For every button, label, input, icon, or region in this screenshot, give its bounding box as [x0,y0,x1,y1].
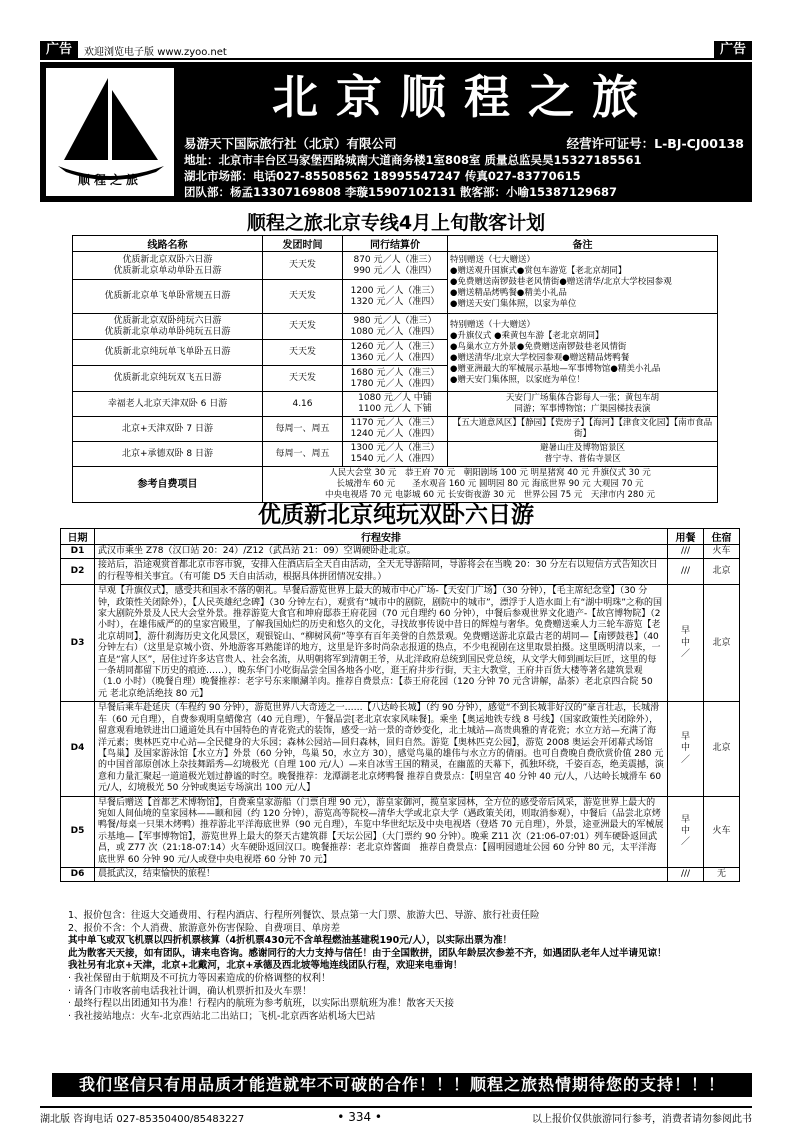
ad-tag-left: 广告 [40,41,78,59]
note-line: 其中单飞或双飞机票以四折机票核算（4折机票430元不含单程燃油基建税190元/人），以实际出票为准！ [68,935,512,947]
price: 1260 元／人（准三） 1360 元／人（准四） [343,340,448,366]
ad-tag-right: 广告 [714,41,752,59]
col-header: 住宿 [704,529,740,545]
depart-time: 天天发 [263,366,343,392]
self-pay-items: 人民大会堂 30 元 恭王府 70 元 朝阳剧场 100 元 明星猪窝 40 元 升旗仪式 30 元 长城滑车 60 元 圣水观音 160 元 圆明园 80 元 海底世界 90 元 大观园 70 元 中央电视塔 70 元 电影城 60 元 长安街夜游 30 元 世界公园 75 元 天津市内 280 元 [263,467,718,503]
day-label: D3 [61,585,95,702]
col-header: 线路名称 [73,236,263,252]
route-name: 北京+承德双卧 8 日游 [73,442,263,467]
meal: /// [668,559,704,585]
day-text: 早餐后赠送【首都艺术博物馆】，自费乘皇家游船（门票自理 90 元），游皇家御河，揽皇家园林，全方位的感受帝后风采，游览世界上最大的宛如人间仙境的皇家园林——颐和园（约 120 分钟），游览高等院校—清华大学或北京大学（遇政策关闭，则取消参观），中餐后（品尝北京烤鸭餐/每桌一只果木烤鸭）推荐游北平洋海底世界（90 元自理），车览中华世纪坛及中央电视塔（登塔 70 元自理），外景，途亚洲最大的军械展示基地—【军事博物馆】，游览世界上最大的祭天古建筑群【天坛公园】（大门票约 90 分钟）。晚乘 Z11 次（21:06-07:01）列车硬卧返回武昌，或 Z77 次（21:18-07:14）火车硬卧返回汉口。晚餐推荐：老北京炸酱面 推荐自费景点：【圆明园遗址公园 60 分钟 80 元，太平洋海底世界 60 分钟 90 元/人或登中央电视塔 60 分钟 70 元】 [95,796,668,867]
route-name: 北京+天津双卧 7 日游 [73,417,263,442]
col-header: 同行结算价 [343,236,448,252]
header-banner [40,62,752,202]
route-name: 优质新北京单飞单卧常规五日游 [73,280,263,314]
route-name: 优质新北京纯玩单飞单卧五日游 [73,340,263,366]
note-line: 2、报价不含：个人消费、旅游意外伤害保险、自费项目、单房差 [68,922,341,934]
bonus-note: 特别赠送（十大赠送） ●升旗仪式 ●乘黄包车游【老北京胡同】 ●鸟巢水立方外景●免费赠送南锣鼓巷老风情街 ●赠送清华/北京大学校园参观●赠送精品烤鸭餐 ●赠亚洲最大的军械展示基地—军事博物馆●精美小礼品 ●赠天安门集体照，以家庭为单位！ [448,314,718,392]
col-header: 日期 [61,529,95,545]
route-name: 优质新北京双卧纯玩六日游 优质新北京单动单卧纯玩五日游 [73,314,263,340]
price: 870 元／人（准三） 990 元／人（准四） [343,252,448,280]
market-contact: 湖北市场部：电话027-85508562 18995547247 传真027-83770615 [184,169,581,183]
price: 1680 元／人（准三） 1780 元／人（准四） [343,366,448,392]
plan-title: 顺程之旅北京专线4月上旬散客计划 [246,212,546,234]
bonus-note: 特别赠送（七大赠送） ●赠送观升国旗式●赏包车游览【老北京胡同】 ●免费赠送南锣鼓巷老风情街●赠送清华/北京大学校园参观 ●赠送精品烤鸭餐●精美小礼品 ●赠送天安门集体照，以家为单位 [448,252,718,314]
site-url[interactable]: 欢迎浏览电子版 www.zyoo.net [84,46,227,58]
day-label: D1 [61,545,95,559]
slogan-banner: 我们坚信只有用品质才能造就牢不可破的合作！！！顺程之旅热情期待您的支持！！！ [52,1073,752,1097]
bonus-note: 【五大道意风区】【静园】【瓷房子】【海河】【津食文化园】【南市食品街】 [448,417,718,442]
logo-text: 顺程之旅 [77,173,142,187]
footer-disclaimer: 以上报价仅供旅游同行参考，消费者请勿参阅此书 [532,1113,752,1125]
note-line: 1、报价包含：往返大交通费用、行程内酒店、行程所列餐饮、景点第一大门票、旅游大巴、导游、旅行社责任险 [68,910,540,921]
col-header: 发团时间 [263,236,343,252]
depart-time: 4.16 [263,392,343,417]
day-text: 晨抵武汉，结束愉快的旅程！ [95,867,668,881]
stay: 北京 [704,559,740,585]
bonus-note: 天安门广场集体合影每人一张；黄包车胡 同游；军事博物馆；广渠园梯技表演 [448,392,718,417]
depart-time: 每周一、周五 [263,417,343,442]
price: 1080 元／人 中铺 1100 元／人 下铺 [343,392,448,417]
footer-contact: 湖北版 咨询电话 027-85350400/85483227 [40,1113,245,1125]
meal: 早 中 ／ [668,585,704,702]
day-label: D2 [61,559,95,585]
price: 1300 元／人（准三） 1540 元／人（准四） [343,442,448,467]
depart-time: 天天发 [263,314,343,340]
page-number: • 334 • [337,1110,382,1124]
bonus-note: 避暑山庄及博物馆景区 普宁寺、普佑寺景区 [448,442,718,467]
price: 1200 元／人（准三） 1320 元／人（准四） [343,280,448,314]
col-header: 用餐 [668,529,704,545]
meal: 早 中 ／ [668,796,704,867]
stay: 火车 [704,545,740,559]
day-text: 早观【升旗仪式】，感受共和国永不落的朝礼。早餐后游览世界上最大的城市中心广场-【天安门广场】（30 分钟），【毛主席纪念堂】（30 分钟，政策性关闭除外），【人民英雄纪念碑】（30 分钟左右），观赏有“城市中的剧院，剧院中的城市”，漂浮于人造水面上有“湖中明珠”之称的国家大剧院外景及人民大会堂外景。推荐游览大食官和坤府邸恭王府花园（70 元自理约 60 分钟），中餐后参观世界文化遗产-【故宫博物院】（2 小时），在雄伟威严的的皇家宫殿里，了解我国灿烂的历史和悠久的文化，寻找故事传说中昔日的辉煌与奢华。免费赠送乘人力三轮车游览【老北京胡同】，游什刹海历史文化风景区，观银锭山、“柳树风荷”等享有百年美誉的自然景观。免费赠送游北京最古老的胡同—【南锣鼓巷】（40 分钟左右）（这里是京城小资、外地游客耳熟能详的地方，这里是许多时尚杂志报道的热点，不少电视剧在这里取景拍摄。这里既明清以来，一直是“富人区”，居住过许多达官贵人、社会名流，从明朝将军到清朝王爷，从北洋政府总统到国民党总统，从文学大师到画坛巨匠，这里的每一条胡同都留下历史的痕迹……），晚东华门小吃街品尝全国各地各小吃，逛王府井步行街，天主大教堂，王府井百货大楼等著名建筑景观（1.0 小时）（晚餐自理）晚餐推荐：老字号东来顺涮羊肉。推荐自费景点：【恭王府花园（120 分钟 70 元含讲解，晶茶）老北京四合院 50 元 老北京绝活绝技 80 元】 [95,585,668,702]
day-label: D4 [61,702,95,796]
stay: 北京 [704,585,740,702]
self-pay-label: 参考自费项目 [73,467,263,503]
meal: /// [668,867,704,881]
note-line: · 请各门市收客前电话我社计调，确认机票折扣及火车票！ [68,985,312,997]
note-line: 此为散客天天接，如有团队，请来电咨询。感谢同行的大力支持与信任！由于全国散拼，团队年龄层次参差不齐，如遇团队老年人过半请见谅！ [68,947,667,959]
company-name: 易游天下国际旅行社（北京）有限公司 [184,136,397,151]
depart-time: 天天发 [263,280,343,314]
day-label: D5 [61,796,95,867]
brand-title: 北京顺程之旅 [272,70,656,124]
notes [68,910,740,1023]
plan-table [72,235,718,503]
price: 1170 元／人（准三） 1240 元／人（准四） [343,417,448,442]
team-contact: 团队部：杨孟13307169808 李璇15907102131 散客部：小喻15387129687 [184,185,618,199]
stay: 北京 [704,702,740,796]
note-line: · 我社接站地点：火车-北京西站北二出站口；飞机-北京西客站机场大巴站 [68,1010,376,1022]
route-name: 幸福老人北京天津双卧 6 日游 [73,392,263,417]
stay: 火车 [704,796,740,867]
address: 地址：北京市丰台区马家堡西路城南大道商务楼1室808室 质量总监吴昊15327185561 [184,153,642,167]
meal: /// [668,545,704,559]
day-text: 早餐后乘车赴延庆（车程约 90 分钟），游览世界八大奇迹之一……【八达岭长城】（约 90 分钟），感觉“不到长城非好汉的”豪言壮志，长城滑车（60 元自理），自费参观明皇蜡像宫（40 元自理），午餐品尝[老北京农家风味餐]。乘坐【奥运地铁专线 8 号线】（国家政策性关闭除外），留意观看地铁进出口通道处具有中国特色的青花瓷式的装饰，感受一站一景的奇妙变化，北土城站—高贵典雅的青花瓷；水立方站—充满了海洋元素；奥林匹克中心站—全民健身的大乐园；森林公园站—回归森林，回归自然。游览【奥林匹克公园】，游览 2008 奥运会开闭幕式场馆【鸟巢】及国家游泳馆【水立方】外景（60 分钟，鸟巢 50，水立方 30），感觉鸟巢的雄伟与水立方的倩丽。也可自费晚自费欣赏价值 280 元的中国首部原创冰上杂技舞蹈秀—幻境极光（自理 100 元/人）—来自冰雪王国的精灵，在幽蓝的天幕下，孤独环绕，千姿百态，绝美震撼，演意和力量汇聚起一道道极光划过静谧的时空。晚餐推荐：龙潭湖老北京烤鸭餐 推荐自费景点：【明皇宫 40 分钟 40 元/人，八达岭长城滑车 60 元/人，幻境极光 50 分钟或奥运专场演出 100 元/人】 [95,702,668,796]
col-header: 备注 [448,236,718,252]
note-line: · 最终行程以出团通知书为准！行程内的航班为参考航班，以实际出票航班为准！散客天天接 [68,998,455,1010]
itinerary-table [60,528,740,882]
day-label: D6 [61,867,95,881]
depart-time: 每周一、周五 [263,442,343,467]
note-line: · 我社保留由于航期及不可抗力等因素造成的价格调整的权利！ [68,972,331,984]
route-name: 优质新北京双卧六日游 优质新北京单动单卧五日游 [73,252,263,280]
day-text: 武汉市乘坐 Z78（汉口站 20：24）/Z12（武昌站 21：09）空调硬卧赴北京。 [95,545,668,559]
route-name: 优质新北京纯玩双飞五日游 [73,366,263,392]
license-number: 经营许可证号：L-BJ-CJ00138 [566,136,744,151]
note-line: 我社另有北京+天津，北京+北戴河，北京+承德及西北坡等地连线团队行程，欢迎来电垂询！ [68,960,463,972]
top-bar [40,42,752,60]
itinerary-title: 优质新北京纯玩双卧六日游 [258,502,534,528]
price: 980 元／人（准三） 1080 元／人（准四） [343,314,448,340]
depart-time: 天天发 [263,252,343,280]
footer [40,1106,752,1126]
meal: 早 中 ／ [668,702,704,796]
stay: 无 [704,867,740,881]
col-header: 行程安排 [95,529,668,545]
day-text: 接站后，沿途观赏首都北京市容市貌，安排入住酒店后全天自由活动，全天无导游陪同，导游将会在当晚 20：30 分左右以短信方式告知次日的行程等相关事宜。（有可能 D5 天自由活动，根据具体拼团情况安排。） [95,559,668,585]
depart-time: 天天发 [263,340,343,366]
logo [46,68,174,196]
